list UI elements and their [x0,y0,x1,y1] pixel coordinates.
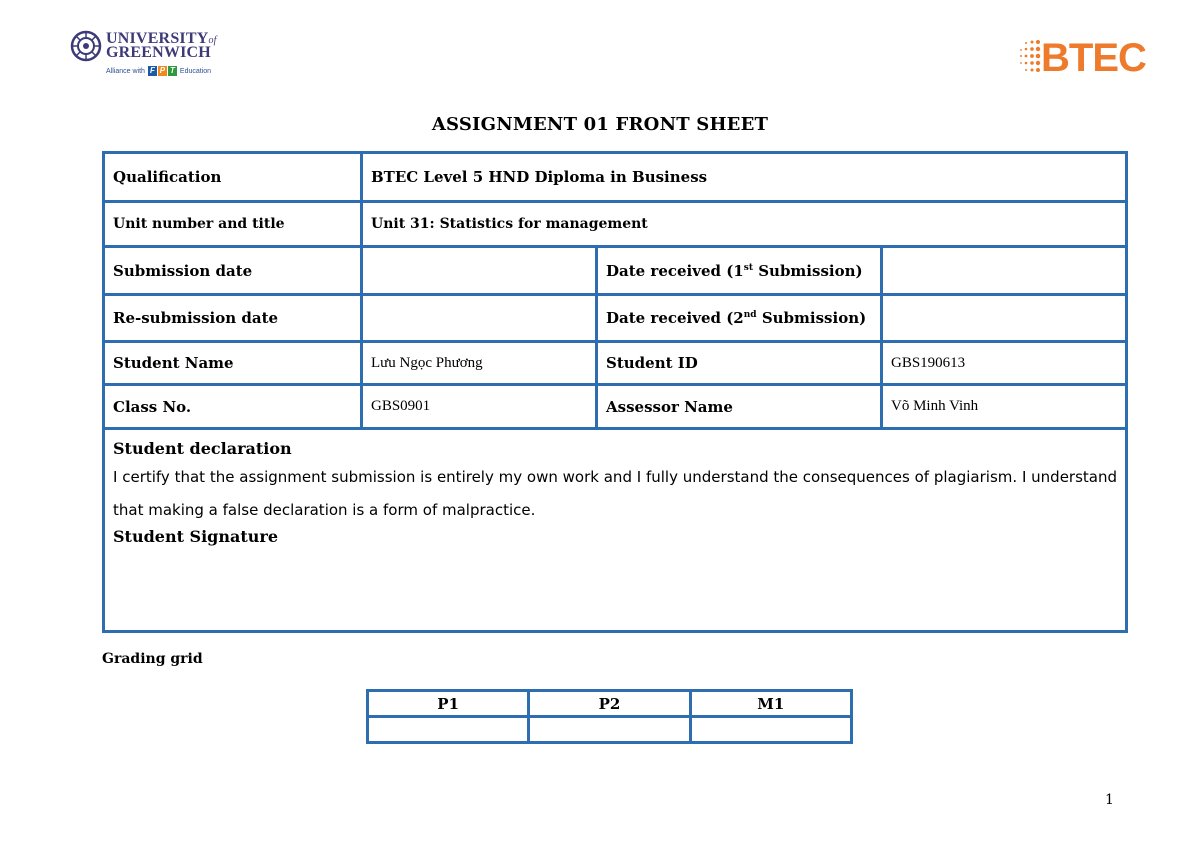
signature-field[interactable] [113,547,1117,607]
greenwich-crest-icon [70,30,102,62]
btec-logo [1018,34,1150,82]
date-received-2-field[interactable] [882,295,1127,342]
fpt-letter-p: P [159,66,166,75]
submission-date-field[interactable] [362,247,597,295]
date-received-1-label: Date received (1st Submission) [597,247,882,295]
grade-cell-m1[interactable] [690,717,851,743]
fpt-letter-t: T [168,66,177,76]
btec-wordmark: BTEC [1041,36,1146,80]
assessor-label: Assessor Name [597,385,882,429]
university-wordmark: UNIVERSITYof [106,30,217,47]
date-received-2-label: Date received (2nd Submission) [597,295,882,342]
grade-cell-p2[interactable] [529,717,690,743]
fpt-letter-f: F [148,66,157,76]
table-row [104,202,1127,247]
fpt-logo [148,66,177,76]
class-value[interactable]: GBS0901 [362,385,597,429]
btec-dots-icon [1018,38,1042,78]
university-of-greenwich-logo [70,30,230,82]
student-name-label: Student Name [104,342,362,385]
assessor-value[interactable]: Võ Minh Vinh [882,385,1127,429]
student-id-label: Student ID [597,342,882,385]
qualification-label: Qualification [104,153,362,202]
grading-header-row [368,691,852,717]
alliance-text: Alliance with [106,67,145,75]
grading-grid-label: Grading grid [102,651,203,667]
date-received-2-sup: nd [743,310,757,320]
table-row [104,247,1127,295]
resubmission-date-label: Re-submission date [104,295,362,342]
student-id-value[interactable]: GBS190613 [882,342,1127,385]
date-received-1-sup: st [743,262,753,273]
declaration-cell [104,429,1127,632]
unit-value: Unit 31: Statistics for management [362,202,1127,247]
document-title: ASSIGNMENT 01 FRONT SHEET [431,114,769,135]
university-of-text: of [208,35,217,46]
grade-header-m1: M1 [690,691,851,717]
alliance-line [106,66,211,76]
resubmission-date-field[interactable] [362,295,597,342]
class-label: Class No. [104,385,362,429]
grading-value-row [368,717,852,743]
greenwich-wordmark: GREENWICH [106,44,211,61]
table-row [104,342,1127,385]
declaration-row [104,429,1127,632]
signature-label: Student Signature [113,527,278,546]
grade-header-p1: P1 [368,691,529,717]
front-sheet-table [102,151,1128,633]
submission-date-label: Submission date [104,247,362,295]
grade-cell-p1[interactable] [368,717,529,743]
student-name-value[interactable]: Lưu Ngọc Phương [362,342,597,385]
page-number: 1 [1105,792,1114,808]
declaration-title: Student declaration [113,439,292,458]
declaration-text: I certify that the assignment submission is entirely my own work and I fully understand the consequences of plagiarism. I understand that making a false declaration is a form of malpractice. [113,468,1118,519]
education-text: Education [179,67,212,75]
table-row [104,153,1127,202]
table-row [104,295,1127,342]
table-row [104,385,1127,429]
qualification-value: BTEC Level 5 HND Diploma in Business [362,153,1127,202]
grading-grid-table [366,689,853,744]
grade-header-p2: P2 [529,691,690,717]
unit-label: Unit number and title [104,202,362,247]
date-received-1-field[interactable] [882,247,1127,295]
